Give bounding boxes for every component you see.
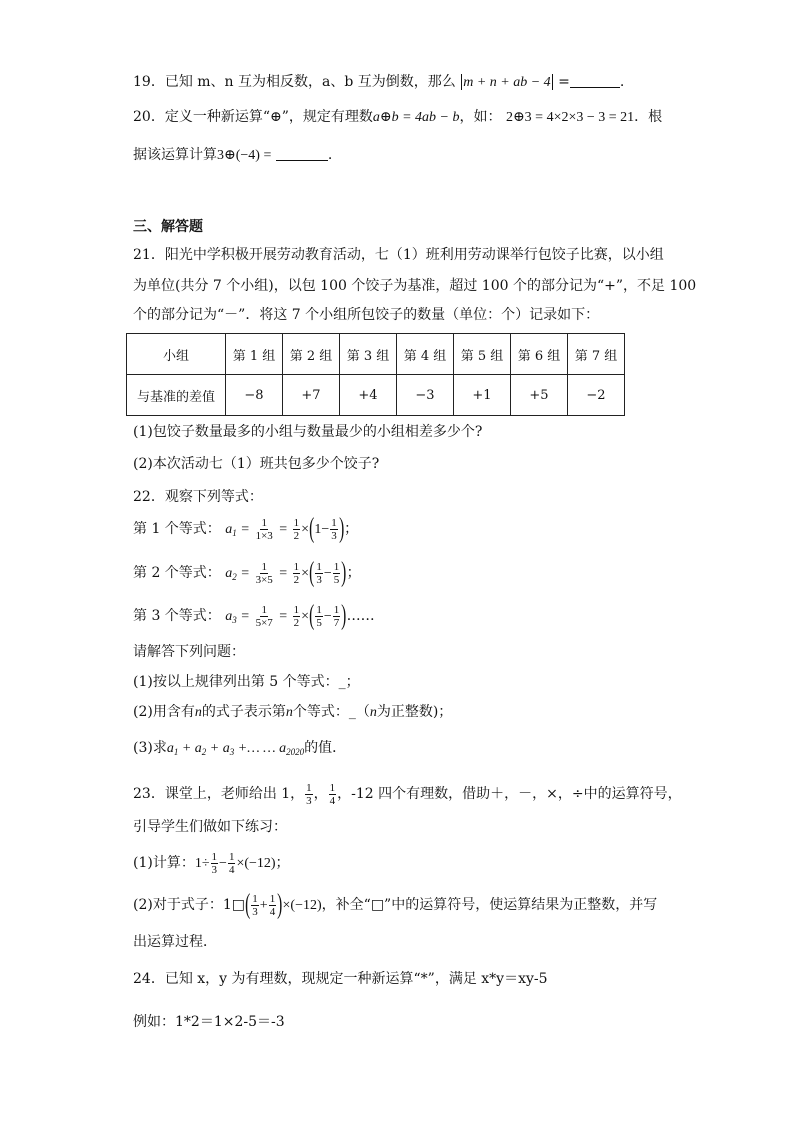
table-cell: −8: [226, 375, 283, 416]
q22-sub2-mid2: 个等式：_（: [292, 704, 370, 720]
abs-bar-right: [552, 74, 553, 90]
table-cell: +1: [454, 375, 511, 416]
q20-answer-blank[interactable]: [276, 146, 328, 161]
q23-sub2-post: ，补全“□”中的运算符号，使运算结果为正整数，并写: [321, 897, 658, 913]
q20-definition: a⊕b = 4ab − b: [372, 110, 460, 125]
q23-sub1: (1)计算：1÷ $\frac{1}{3}$ − $\frac{1}{4}$ ×(−12)；: [133, 850, 290, 876]
q20-line1: [133, 107, 662, 128]
q20-line2-pre: 据该运算计算: [133, 147, 217, 163]
q23-line2: 引导学生们做如下练习：: [133, 819, 287, 835]
q20-line1-mid: ，如：: [459, 109, 502, 125]
q22-sub1: (1)按以上规律列出第 5 个等式：_；: [133, 674, 360, 690]
q23-sub1-pre: (1)计算：: [133, 855, 195, 871]
q19-line: [133, 72, 624, 93]
table-header-cell: 第 3 组: [340, 334, 397, 375]
q22-prompt: 请解答下列问题：: [133, 644, 245, 660]
q22-sub3-end: 的值．: [304, 740, 347, 756]
table-header-cell: 小组: [127, 334, 226, 375]
q22-sub2-pre: (2)用含有: [133, 704, 195, 720]
q20-line2: [133, 145, 332, 166]
q23-line1-c: ，-12 四个有理数，借助＋，－，×，÷中的运算符号，: [337, 786, 682, 802]
q22-sub3-pre: (3)求: [133, 740, 167, 756]
section-title: 三、解答题: [133, 219, 203, 235]
table-cell: +5: [511, 375, 568, 416]
q23-sub2-line2: 出运算过程．: [133, 934, 217, 950]
q22-sub2-mid: 的式子表示第: [201, 704, 286, 720]
q20-example: 2⊕3 = 4×2×3 − 3 = 21: [505, 110, 635, 125]
table-cell: −3: [397, 375, 454, 416]
table-header-cell: 第 4 组: [397, 334, 454, 375]
q21-line3: 个的部分记为“－”．将这 7 个小组所包饺子的数量（单位：个）记录如下：: [133, 307, 600, 323]
table-header-cell: 第 7 组: [568, 334, 625, 375]
q19-expression: m + n + ab − 4: [463, 75, 551, 90]
q23-sub2: (2)对于式子：1□( $\frac{1}{3}$ + $\frac{1}{4}$ )×(−12)，补全“□”中的运算符号，使运算结果为正整数，并写: [133, 889, 658, 920]
q22-sub2: (2)用含有n的式子表示第n个等式：_（n为正整数)；: [133, 704, 453, 720]
table-header-row: [127, 334, 625, 375]
table-header-cell: 第 2 组: [283, 334, 340, 375]
score-table: [126, 333, 625, 416]
q23-line1-a: 23．课堂上，老师给出 1，: [133, 786, 305, 802]
q20-line1-end: ．根: [634, 109, 663, 125]
table-cell: +7: [283, 375, 340, 416]
q22-sub3: (3)求$a_1 + a_2 + a_3$ +… … $a_{2020}$的值．: [133, 740, 347, 757]
table-cell: +4: [340, 375, 397, 416]
eq2-label: 第 2 个等式：: [133, 565, 221, 581]
eq1-label: 第 1 个等式：: [133, 521, 221, 537]
q23-sub2-pre: (2)对于式子：1□: [133, 897, 245, 913]
q23-line1-b: ，: [313, 786, 328, 802]
q21-line2: 为单位(共分 7 个小组)，以包 100 个饺子为基准，超过 100 个的部分记为“+”，不足 100: [133, 278, 697, 294]
q20-expression: 3⊕(−4) =: [217, 148, 272, 163]
table-cell: −2: [568, 375, 625, 416]
table-row: [127, 375, 625, 416]
q21-line1: 21．阳光中学积极开展劳动教育活动，七（1）班利用劳动课举行包饺子比赛，以小组: [133, 247, 664, 263]
q22-equation-1: 第 1 个等式： $a_1$ = $\frac{1}{1\times 3}$ = $\frac{1}{2}$ ×(1− $\frac{1}{3}$ )；: [133, 513, 359, 544]
q22-equation-2: 第 2 个等式： $a_2$ = $\frac{1}{3\times 5}$ = $\frac{1}{2}$ ×( $\frac{1}{3}$ − $\frac{1}{5}$ )；: [133, 557, 361, 588]
q19-text: 19．已知 m、n 互为相反数，a、b 互为倒数，那么: [133, 74, 456, 90]
q19-equals: =: [558, 74, 570, 90]
q22-equation-3: 第 3 个等式： $a_3$ = $\frac{1}{5\times 7}$ = $\frac{1}{2}$ ×( $\frac{1}{5}$ − $\frac{1}{7}$ )……: [133, 600, 375, 631]
table-header-cell: 第 5 组: [454, 334, 511, 375]
table-header-cell: 第 6 组: [511, 334, 568, 375]
q22-sub2-end: 为正整数)；: [376, 704, 453, 720]
q22-title: 22．观察下列等式：: [133, 489, 263, 505]
q23-line1: 23．课堂上，老师给出 1， $\frac{1}{3}$ ， $\frac{1}{4}$ ，-12 四个有理数，借助＋，－，×，÷中的运算符号，: [133, 781, 682, 807]
q21-sub2: (2)本次活动七（1）班共包多少个饺子?: [133, 456, 380, 472]
eq3-label: 第 3 个等式：: [133, 608, 221, 624]
q24-line1: 24．已知 x，y 为有理数，现规定一种新运算“*”，满足 x*y＝xy-5: [133, 971, 548, 987]
q20-period: .: [327, 147, 333, 163]
table-cell: 与基准的差值: [127, 375, 226, 416]
q19-period: .: [619, 74, 625, 90]
q19-answer-blank[interactable]: [570, 73, 620, 88]
q21-sub1: (1)包饺子数量最多的小组与数量最少的小组相差多少个?: [133, 424, 483, 440]
q24-example: 例如：1*2＝1×2-5＝-3: [133, 1014, 285, 1030]
table-header-cell: 第 1 组: [226, 334, 283, 375]
eq3-ellipsis: ……: [346, 608, 375, 624]
q20-line1-pre: 20．定义一种新运算“⊕”，规定有理数: [133, 109, 373, 125]
